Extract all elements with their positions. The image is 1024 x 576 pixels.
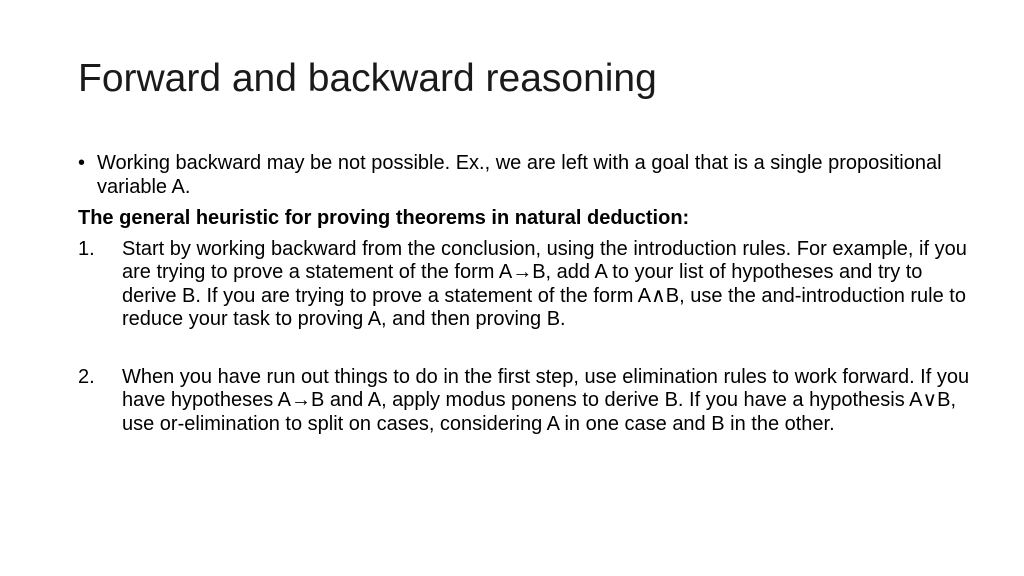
bullet-text: Working backward may be not possible. Ex., we are left with a goal that is a single propositional variable A. bbox=[97, 152, 942, 198]
slide-body bbox=[78, 152, 978, 470]
bullet-marker: • bbox=[78, 152, 86, 174]
step-text: Start by working backward from the conclusion, using the introduction rules. For example, if you are trying to prove a statement of the form A→B, add A to your list of hypotheses and try to derive B. If you are trying to prove a statement of the form A∧B, use the and-introduction rule to reduce your task to proving A, and then proving B. bbox=[122, 237, 967, 330]
step-number: 1. bbox=[78, 237, 95, 260]
step-text: When you have run out things to do in the first step, use elimination rules to work forward. If you have hypotheses A→B and A, apply modus ponens to derive B. If you have a hypothesis A∨B, use or-elimination to split on cases, considering A in one case and B in the other. bbox=[122, 365, 970, 435]
numbered-step-2 bbox=[78, 366, 978, 437]
section-heading: The general heuristic for proving theorems in natural deduction: bbox=[78, 207, 690, 229]
numbered-step-1 bbox=[78, 238, 978, 332]
slide-title: Forward and backward reasoning bbox=[78, 57, 657, 100]
bullet-item bbox=[78, 152, 978, 199]
step-number: 2. bbox=[78, 365, 95, 388]
